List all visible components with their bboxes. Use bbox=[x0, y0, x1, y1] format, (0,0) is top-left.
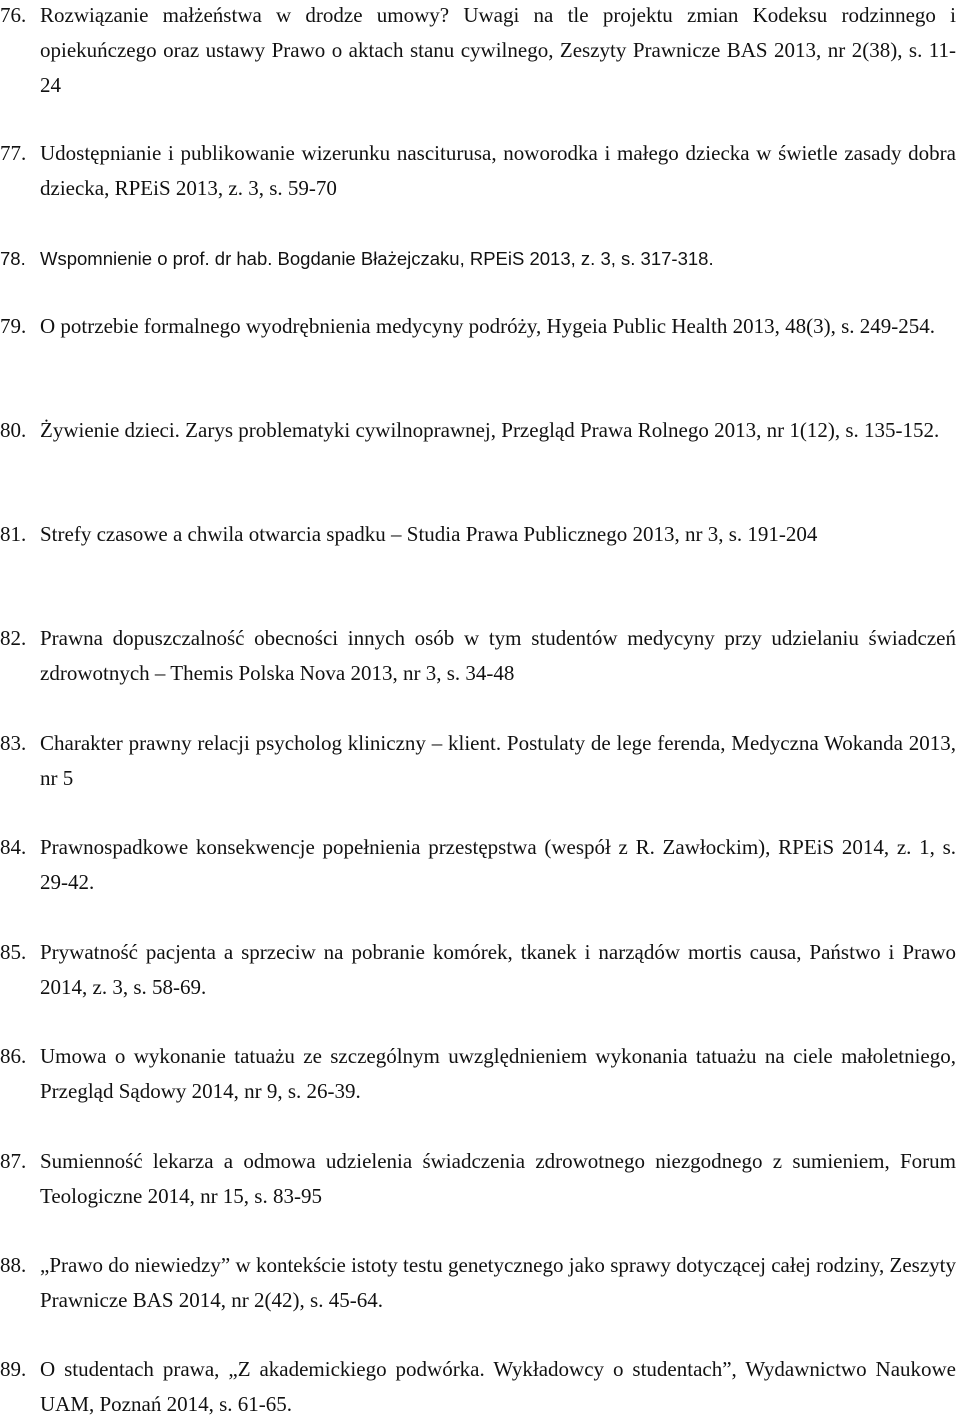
publication-entry-84 bbox=[0, 830, 956, 900]
entry-number: 84. bbox=[0, 835, 27, 859]
entry-number: 77. bbox=[0, 141, 27, 165]
entry-text: Strefy czasowe a chwila otwarcia spadku – Studia Prawa Publicznego 2013, nr 3, s. 191-204 bbox=[40, 522, 818, 546]
entry-text: Prawna dopuszczalność obecności innych osób w tym studentów medycyny przy udzielaniu świadczeń zdrowotnych – Themis Polska Nova 2013, nr 3, s. 34-48 bbox=[40, 626, 956, 685]
publication-entry-81 bbox=[0, 517, 956, 552]
entry-text: Prawnospadkowe konsekwencje popełnienia przestępstwa (wespół z R. Zawłockim), RPEiS 2014, z. 1, s. 29-42. bbox=[40, 835, 956, 894]
entry-text: Udostępnianie i publikowanie wizerunku nasciturusa, noworodka i małego dziecka w świetle zasady dobra dziecka, RPEiS 2013, z. 3, s. 59-70 bbox=[40, 141, 956, 200]
publication-entry-88 bbox=[0, 1248, 956, 1318]
entry-number: 83. bbox=[0, 731, 27, 755]
publication-entry-77 bbox=[0, 136, 956, 206]
publication-entry-80 bbox=[0, 413, 956, 448]
entry-number: 82. bbox=[0, 626, 27, 650]
publication-entry-85 bbox=[0, 935, 956, 1005]
entry-text: Żywienie dzieci. Zarys problematyki cywilnoprawnej, Przegląd Prawa Rolnego 2013, nr 1(12), s. 135-152. bbox=[40, 418, 940, 442]
entry-text: Umowa o wykonanie tatuażu ze szczególnym uwzględnieniem wykonania tatuażu na ciele małoletniego, Przegląd Sądowy 2014, nr 9, s. 26-39. bbox=[40, 1044, 956, 1103]
publication-entry-79 bbox=[0, 309, 956, 344]
publication-entry-83 bbox=[0, 726, 956, 796]
entry-text: O potrzebie formalnego wyodrębnienia medycyny podróży, Hygeia Public Health 2013, 48(3), s. 249-254. bbox=[40, 314, 935, 338]
entry-number: 87. bbox=[0, 1149, 27, 1173]
entry-text: Prywatność pacjenta a sprzeciw na pobranie komórek, tkanek i narządów mortis causa, Państwo i Prawo 2014, z. 3, s. 58-69. bbox=[40, 940, 956, 999]
entry-number: 76. bbox=[0, 3, 27, 27]
entry-number: 86. bbox=[0, 1044, 27, 1068]
entry-text: Wspomnienie o prof. dr hab. Bogdanie Błażejczaku, RPEiS 2013, z. 3, s. 317-318. bbox=[40, 248, 714, 269]
entry-number: 80. bbox=[0, 418, 27, 442]
publication-entry-87 bbox=[0, 1144, 956, 1214]
entry-number: 81. bbox=[0, 522, 27, 546]
entry-number: 88. bbox=[0, 1253, 27, 1277]
entry-text: Sumienność lekarza a odmowa udzielenia świadczenia zdrowotnego niezgodnego z sumieniem, Forum Teologiczne 2014, nr 15, s. 83-95 bbox=[40, 1149, 956, 1208]
entry-text: O studentach prawa, „Z akademickiego podwórka. Wykładowcy o studentach”, Wydawnictwo Naukowe UAM, Poznań 2014, s. 61-65. bbox=[40, 1357, 956, 1416]
publication-entry-86 bbox=[0, 1039, 956, 1109]
entry-text: Charakter prawny relacji psycholog kliniczny – klient. Postulaty de lege ferenda, Medyczna Wokanda 2013, nr 5 bbox=[40, 731, 956, 790]
entry-number: 89. bbox=[0, 1357, 27, 1381]
publication-entry-82 bbox=[0, 621, 956, 691]
entry-text: „Prawo do niewiedzy” w kontekście istoty testu genetycznego jako sprawy dotyczącej całej rodziny, Zeszyty Prawnicze BAS 2014, nr 2(42), s. 45-64. bbox=[40, 1253, 956, 1312]
publication-entry-89 bbox=[0, 1352, 956, 1422]
entry-number: 78. bbox=[0, 248, 26, 269]
entry-number: 79. bbox=[0, 314, 27, 338]
entry-number: 85. bbox=[0, 940, 27, 964]
publication-entry-76 bbox=[0, 0, 956, 103]
publication-entry-78 bbox=[0, 241, 956, 276]
entry-text: Rozwiązanie małżeństwa w drodze umowy? Uwagi na tle projektu zmian Kodeksu rodzinnego i opiekuńczego oraz ustawy Prawo o aktach stanu cywilnego, Zeszyty Prawnicze BAS 2013, nr 2(38), s. 11-24 bbox=[40, 3, 956, 97]
